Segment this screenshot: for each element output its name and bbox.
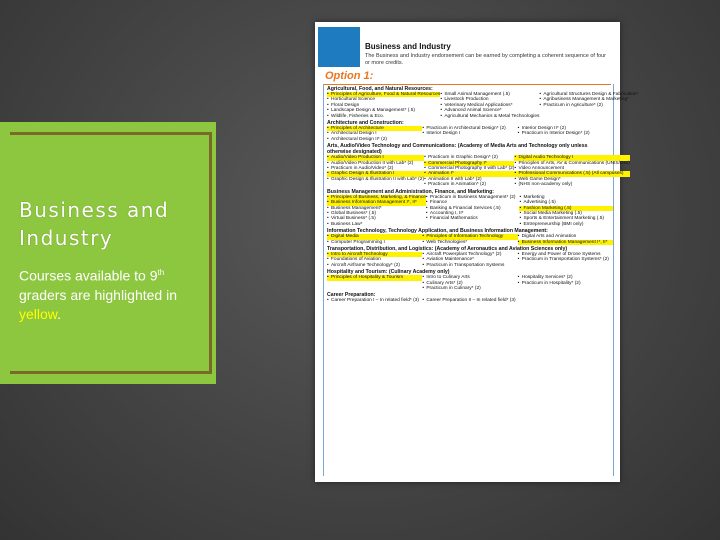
- course-column: [426, 195, 520, 227]
- course-item: • Interior Design I: [422, 131, 517, 136]
- title-panel: [0, 122, 216, 384]
- course-item: • Foundations of Aviation: [327, 257, 422, 262]
- section-columns: [327, 252, 613, 268]
- slide-subtitle: [19, 263, 209, 324]
- course-item: • Business Law*: [327, 222, 426, 227]
- course-item: • Wildlife, Fisheries & Eco.: [327, 114, 440, 119]
- course-item-highlighted: • Intro to Aircraft Technology: [327, 252, 422, 257]
- course-item: • Practicum in Culinary* (2): [422, 286, 517, 291]
- course-item: • Practicum in Transportation Systems: [422, 263, 517, 268]
- course-item: • Hospitality Services* (2): [518, 275, 613, 280]
- panel-frame: [10, 132, 212, 374]
- course-section: [327, 189, 613, 227]
- course-item: • Principles of Arts, AV & Communications (UNIS/OIS): [514, 161, 629, 166]
- course-item: • Graphic Design & Illustration II with Lab* (2): [327, 177, 424, 182]
- course-item: • Veterinary Medical Applications*: [440, 103, 539, 108]
- course-column: [422, 234, 517, 245]
- course-item: • Virtual Business* (.5): [327, 216, 426, 221]
- course-item: • Commercial Photography II with Lab* (2): [424, 166, 514, 171]
- course-item: • Practicum in Business Management* (2): [426, 195, 520, 200]
- course-item: • Web Game Design*: [514, 177, 629, 182]
- course-section: [327, 269, 613, 291]
- course-item: • Advertising (.5): [519, 200, 613, 205]
- course-item: • Career Preparation I – In related field* (3): [327, 298, 422, 303]
- course-column: [514, 155, 629, 187]
- subtitle-sup: th: [157, 268, 165, 277]
- course-section: [327, 86, 639, 119]
- section-heading: Agricultural, Food, and Natural Resources:: [327, 86, 433, 92]
- section-heading: Transportation, Distribution, and Logistics: (Academy of Aeronautics and Aviation Sciences only): [327, 245, 568, 252]
- course-item-highlighted: • Principles of Agriculture, Food & Natural Resources: [327, 92, 440, 97]
- course-column: [327, 155, 424, 187]
- section-heading: Career Preparation:: [327, 292, 376, 299]
- course-section: [327, 246, 613, 268]
- subtitle-text-1: Courses available to 9: [19, 267, 158, 284]
- section-columns: [327, 92, 639, 119]
- course-item: • Banking & Financial Services (.5): [426, 206, 520, 211]
- course-column: [327, 126, 422, 142]
- course-item: • Landscape Design & Management* (.5): [327, 108, 440, 113]
- course-column: [518, 252, 613, 268]
- course-item-highlighted: • Fashion Marketing (.5): [519, 206, 613, 211]
- course-item: • Practicum in Animation* (2): [424, 182, 514, 187]
- subtitle-end: .: [57, 305, 62, 322]
- section-heading: Information Technology, Technology Application, and Business Information Management:: [327, 228, 548, 235]
- course-item: • Animation II with Lab* (2): [424, 177, 514, 182]
- course-item: • Sports & Entertainment Marketing (.5): [519, 216, 613, 221]
- course-item: • Practicum in Audio/Video* (2): [327, 166, 424, 171]
- course-item: • Finance: [426, 200, 520, 205]
- course-item-highlighted: • Principles of Information Technology: [422, 234, 517, 239]
- course-column: [327, 234, 422, 245]
- course-item: • Marketing: [519, 195, 613, 200]
- section-columns: [327, 234, 613, 245]
- course-item: • Horticultural Science: [327, 97, 440, 102]
- course-column: [518, 234, 613, 245]
- course-item: • Intro to Culinary Arts: [422, 275, 517, 280]
- course-column: [422, 298, 517, 303]
- doc-left-rule: [323, 84, 324, 476]
- section-columns: [327, 298, 613, 303]
- course-item-highlighted: • Professional Communications (.5) (All campuses): [514, 171, 629, 176]
- course-item: • Agricultural Mechanics & Metal Technologies: [440, 114, 539, 119]
- course-item-highlighted: • Digital Audio Technology I: [514, 155, 629, 160]
- subtitle-highlight-word: yellow: [19, 305, 58, 322]
- section-columns: [327, 195, 613, 227]
- course-item: • Agricultural Structures Design & Fabrication*: [539, 92, 638, 97]
- endorsement-document: [315, 22, 639, 482]
- course-item: • (NHS non-academy only): [514, 182, 629, 187]
- course-item-highlighted: • Principles of Hospitality & Tourism: [327, 275, 422, 280]
- course-item-highlighted: • Audio/Video Production I: [327, 155, 424, 160]
- course-item-highlighted: • Principles of Business, Marketing, & Finance: [327, 195, 426, 200]
- course-column: [327, 298, 422, 303]
- course-section: [327, 120, 613, 142]
- course-item-highlighted: • Digital Media: [327, 234, 422, 239]
- course-column: [327, 92, 440, 119]
- course-section: [327, 228, 613, 245]
- course-item: • Architectural Design I: [327, 131, 422, 136]
- course-column: [327, 275, 422, 291]
- course-item: • Financial Mathematics: [426, 216, 520, 221]
- course-column: [422, 252, 517, 268]
- course-item: • Practicum in Agriculture* (2): [539, 103, 638, 108]
- course-item: • Global Business* (.5): [327, 211, 426, 216]
- doc-sections: [327, 86, 639, 305]
- course-item: • Advanced Animal Science*: [440, 108, 539, 113]
- course-item: • Practicum in Transportation Systems* (2): [518, 257, 613, 262]
- course-item: • Interior Design II* (2): [518, 126, 613, 131]
- course-item-highlighted: • Principles of Architecture: [327, 126, 422, 131]
- section-heading: Hospitality and Tourism: (Culinary Academy only): [327, 269, 450, 276]
- course-item: • Practicum in Interior Design* (2): [518, 131, 613, 136]
- course-item: • Small Animal Management (.5): [440, 92, 539, 97]
- course-item: • Accounting I, II*: [426, 211, 520, 216]
- course-column: [440, 92, 539, 119]
- course-column: [539, 92, 638, 119]
- course-column: [519, 195, 613, 227]
- course-column: [518, 275, 613, 291]
- course-column: [422, 275, 517, 291]
- course-item: • Energy and Power of Drone Systems: [518, 252, 613, 257]
- course-item: • Entrepreneurship (BMI only): [519, 222, 613, 227]
- course-item: • Digital Arts and Animation: [518, 234, 613, 239]
- course-item: • Social Media Marketing (.5): [519, 211, 613, 216]
- section-heading: Business Management and Administration, Finance, and Marketing:: [327, 188, 494, 195]
- course-item: • Video Announcement: [514, 166, 629, 171]
- course-column: [422, 126, 517, 142]
- course-item: • Agribusiness Management & Marketing*: [539, 97, 638, 102]
- doc-title: Business and Industry: [365, 42, 451, 51]
- course-item: • Practicum in Graphic Design* (2): [424, 155, 514, 160]
- course-item: • Computer Programming I: [327, 240, 422, 245]
- course-item-highlighted: • Business Information Management I*, II*: [327, 200, 426, 205]
- section-heading: Architecture and Construction:: [327, 120, 404, 127]
- subtitle-text-2: graders are highlighted in: [19, 286, 177, 303]
- course-item: • Business Management*: [327, 206, 426, 211]
- course-item: • Audio/Video Production II with Lab* (2): [327, 161, 424, 166]
- course-column: [518, 126, 613, 142]
- course-item: • Culinary Arts* (2): [422, 281, 517, 286]
- doc-option-label: Option 1:: [325, 70, 374, 82]
- course-column: [424, 155, 514, 187]
- course-item: • Architectural Design II* (2): [327, 137, 422, 142]
- course-item: • Floral Design: [327, 103, 440, 108]
- course-section: [327, 143, 630, 188]
- course-item: • Web Technologies*: [422, 240, 517, 245]
- course-item: • Practicum in Architectural Design* (2): [422, 126, 517, 131]
- course-item: • Aircraft Powerplant Technology* (2): [422, 252, 517, 257]
- doc-right-rule: [613, 84, 614, 476]
- option-divider: [323, 84, 611, 85]
- course-item: • Livestock Production: [440, 97, 539, 102]
- course-column: [518, 298, 613, 303]
- slide-title: Business and Industry: [19, 198, 170, 250]
- course-column: [327, 252, 422, 268]
- section-columns: [327, 126, 613, 142]
- course-item: • Aircraft Airframe Technology* (2): [327, 263, 422, 268]
- course-item-highlighted: • Business Information Management I*, II*: [518, 240, 613, 245]
- course-section: [327, 292, 613, 303]
- doc-blue-logo-box: [318, 27, 360, 67]
- course-item-highlighted: • Graphic Design & Illustration I: [327, 171, 424, 176]
- course-column: [327, 195, 426, 227]
- section-columns: [327, 155, 630, 188]
- section-heading: Arts, Audio/Video Technology and Communications: (Academy of Media Arts and Technology only unless otherwise designated): [327, 143, 588, 156]
- course-item: • Aviation Maintenance*: [422, 257, 517, 262]
- doc-intro: The Business and Industry endorsement can be earned by completing a coherent sequence of four or more credits.: [365, 53, 606, 66]
- course-item-highlighted: • Animation I*: [424, 171, 514, 176]
- course-item: • Practicum in Hospitality* (2): [518, 281, 613, 286]
- course-item-highlighted: • Commercial Photography I*: [424, 161, 514, 166]
- course-item: • Career Preparation II – In related field* (3): [422, 298, 517, 303]
- section-columns: [327, 275, 613, 291]
